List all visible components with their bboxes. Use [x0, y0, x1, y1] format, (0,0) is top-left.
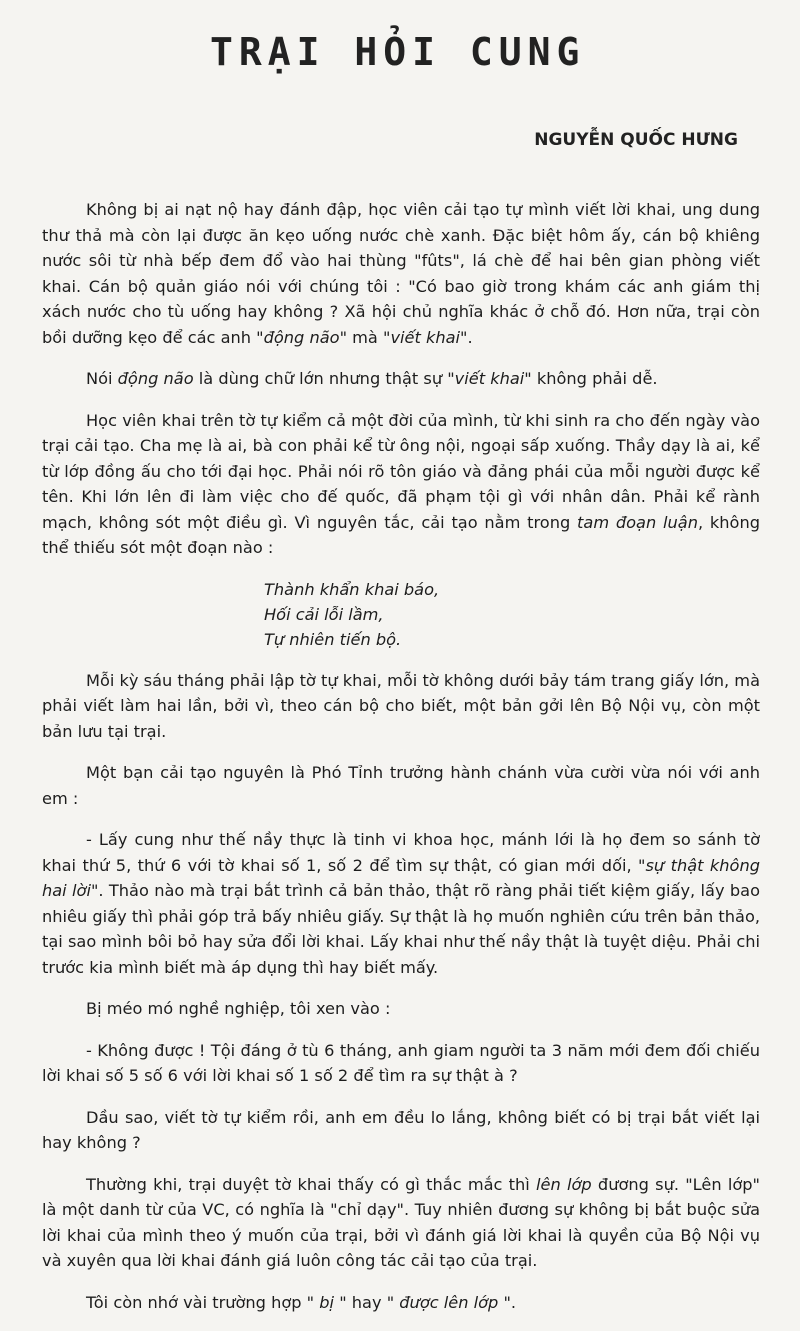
paragraph-2: Nói động não là dùng chữ lớn nhưng thật sự "viết khai" không phải dễ.	[86, 369, 658, 388]
verse-line: Tự nhiên tiến bộ.	[264, 629, 402, 649]
paragraph-3: Học viên khai trên tờ tự kiểm cả một đời của mình, từ khi sinh ra cho đến ngày vào trại cải tạo. Cha mẹ là ai, bà con phải kể từ ông nội, ngoại sấp xuống. Thầy dạy là ai, kể từ lớp đồng ấu cho tới đại học. Phải nói rõ tôn giáo và đảng phái của mỗi người được kể tên. Khi lớn lên đi làm việc cho đế quốc, đã phạm tội gì với nhân dân. Phải kể rành mạch, không sót một điều gì. Vì nguyên tắc, cải tạo nằm trong tam đoạn luận, không thể thiếu sót một đoạn nào :	[42, 410, 760, 557]
article-body	[42, 197, 760, 1331]
article-title: TRẠI HỎI CUNG	[210, 30, 586, 74]
paragraph-9: Dầu sao, viết tờ tự kiểm rồi, anh em đều lo lắng, không biết có bị trại bắt viết lại hay không ?	[42, 1107, 760, 1152]
verse-line: Hối cải lỗi lầm,	[264, 604, 384, 624]
paragraph-10: Thường khi, trại duyệt tờ khai thấy có gì thắc mắc thì lên lớp đương sự. "Lên lớp" là một danh từ của VC, có nghĩa là "chỉ dạy". Tuy nhiên đương sự không bị bắt buộc sửa lời khai của mình theo ý muốn của trại, bởi vì đánh giá lời khai là quyền của Bộ Nội vụ và xuyên qua lời khai đánh giá luôn công tác cải tạo của trại.	[42, 1174, 760, 1270]
paragraph-6: - Lấy cung như thế nầy thực là tinh vi khoa học, mánh lới là họ đem so sánh tờ khai thứ 5, thứ 6 với tờ khai số 1, số 2 để tìm sự thật, có gian mới dối, "sự thật không hai lời". Thảo nào mà trại bắt trình cả bản thảo, thật rõ ràng phải tiết kiệm giấy, lấy bao nhiêu giấy thì phải góp trả bấy nhiêu giấy. Sự thật là họ muốn nghiên cứu trên bản thảo, tại sao mình bôi bỏ hay sửa đổi lời khai. Lấy khai như thế nầy thật là tuyệt diệu. Phải chi trước kia mình biết mà áp dụng thì hay biết mấy.	[42, 830, 760, 977]
paragraph-8: - Không được ! Tội đáng ở tù 6 tháng, anh giam người ta 3 năm mới đem đối chiếu lời khai số 5 số 6 với lời khai số 1 số 2 để tìm ra sự thật à ?	[42, 1040, 760, 1085]
slogan-verse	[264, 577, 760, 652]
paragraph-5: Một bạn cải tạo nguyên là Phó Tỉnh trưởng hành chánh vừa cười vừa nói với anh em :	[42, 763, 760, 808]
paragraph-7: Bị méo mó nghề nghiệp, tôi xen vào :	[86, 999, 391, 1018]
paragraph-1: Không bị ai nạt nộ hay đánh đập, học viên cải tạo tự mình viết lời khai, ung dung thư thả mà còn lại được ăn kẹo uống nước chè xanh. Đặc biệt hôm ấy, cán bộ khiêng nước sôi từ nhà bếp đem đổ vào hai thùng "fûts", lá chè để hai bên gian phòng viết khai. Cán bộ quản giáo nói với chúng tôi : "Có bao giờ trong khám các anh giám thị xách nước cho tù uống hay không ? Xã hội chủ nghĩa khác ở chỗ đó. Hơn nữa, trại còn bồi dưỡng kẹo để các anh "động não" mà "viết khai".	[42, 200, 760, 347]
article-author: NGUYỄN QUỐC HƯNG	[534, 130, 738, 150]
paragraph-11: Tôi còn nhớ vài trường hợp " bị " hay " được lên lớp ".	[86, 1292, 517, 1312]
paragraph-4: Mỗi kỳ sáu tháng phải lập tờ tự khai, mỗi tờ không dưới bảy tám trang giấy lớn, mà phải viết làm hai lần, bởi vì, theo cán bộ cho biết, một bản gởi lên Bộ Nội vụ, còn một bản lưu tại trại.	[42, 670, 760, 741]
verse-line: Thành khẩn khai báo,	[264, 579, 440, 599]
